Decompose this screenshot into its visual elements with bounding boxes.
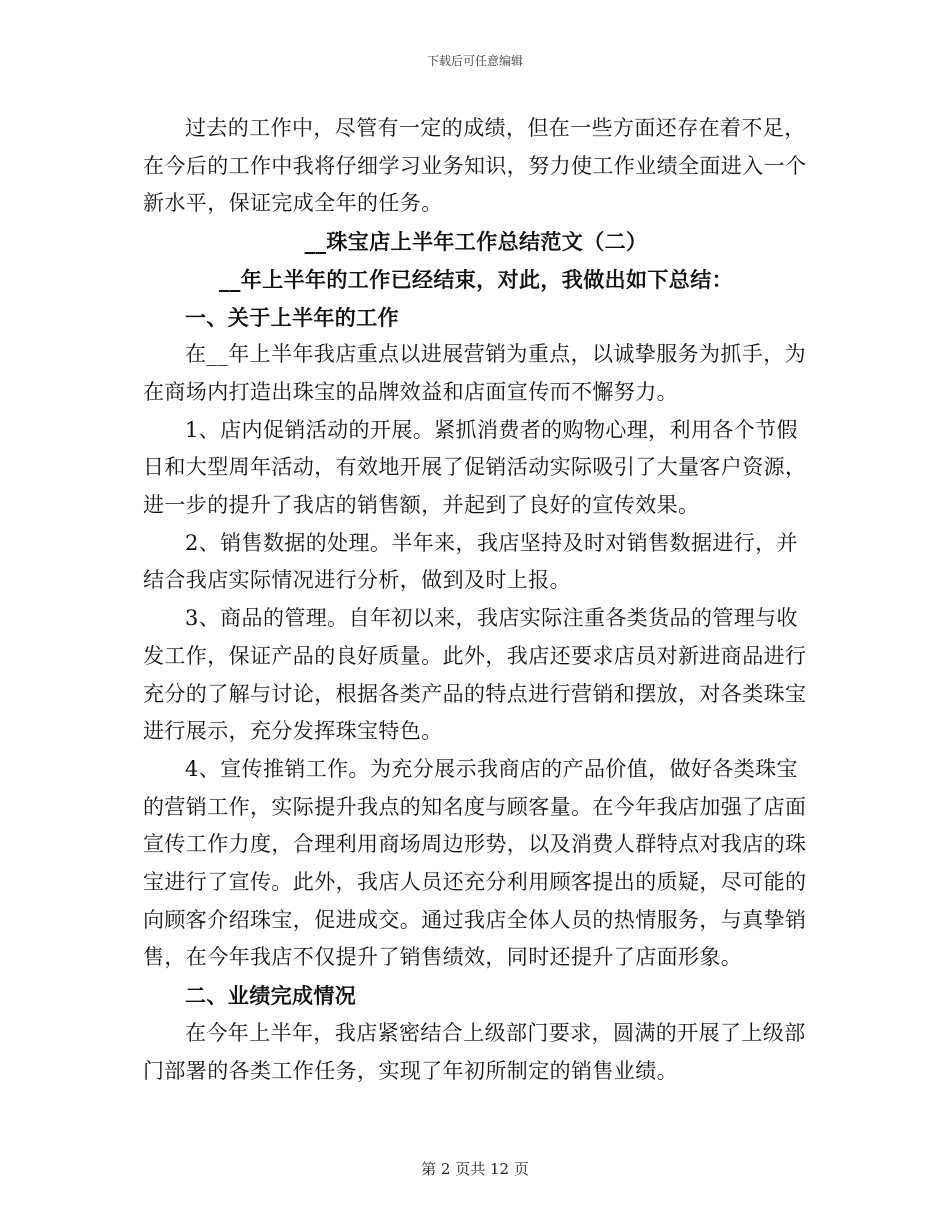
document-subtitle: __年上半年的工作已经结束，对此，我做出如下总结： <box>219 266 733 292</box>
document-title: __珠宝店上半年工作总结范文（二） <box>304 229 648 255</box>
list-item-promotions: 1、店内促销活动的开展。紧抓消费者的购物心理，利用各个节假日和大型周年活动，有效地开展了促销活动实际吸引了大量客户资源，进一步的提升了我店的销售额，并起到了良好的宣传效果。 <box>143 417 807 518</box>
section2-paragraph: 在今年上半年，我店紧密结合上级部门要求，圆满的开展了上级部门部署的各类工作任务，实现了年初所制定的销售业绩。 <box>143 1020 806 1083</box>
list-item-sales-data: 2、销售数据的处理。半年来，我店坚持及时对销售数据进行，并结合我店实际情况进行分析，做到及时上报。 <box>143 530 798 593</box>
page-footer: 第 2 页共 12 页 <box>421 1160 529 1178</box>
header-note: 下载后可任意编辑 <box>426 54 523 68</box>
section-heading-2: 二、业绩完成情况 <box>185 983 357 1009</box>
list-item-goods-management: 3、商品的管理。自年初以来，我店实际注重各类货品的管理与收发工作，保证产品的良好质量。此外，我店还要求店员对新进商品进行充分的了解与讨论，根据各类产品的特点进行营销和摆放，对各类珠宝进行展示，充分发挥珠宝特色。 <box>143 606 807 744</box>
section1-paragraph: 在__年上半年我店重点以进展营销为重点，以诚挚服务为抓手，为在商场内打造出珠宝的品牌效益和店面宣传而不懈努力。 <box>143 342 806 404</box>
section-heading-1: 一、关于上半年的工作 <box>185 304 399 330</box>
list-item-marketing: 4、宣传推销工作。为充分展示我商店的产品价值，做好各类珠宝的营销工作，实际提升我点的知名度与顾客量。在今年我店加强了店面宣传工作力度，合理利用商场周边形势，以及消费人群特点对我店的珠宝进行了宣传。此外，我店人员还充分利用顾客提出的质疑，尽可能的向顾客介绍珠宝，促进成交。通过我店全体人员的热情服务，与真挚销售，在今年我店不仅提升了销售绩效，同时还提升了店面形象。 <box>143 756 807 970</box>
document-body <box>143 110 809 1090</box>
intro-paragraph: 过去的工作中，尽管有一定的成绩，但在一些方面还存在着不足，在今后的工作中我将仔细学习业务知识，努力使工作业绩全面进入一个新水平，保证完成全年的任务。 <box>143 116 807 216</box>
